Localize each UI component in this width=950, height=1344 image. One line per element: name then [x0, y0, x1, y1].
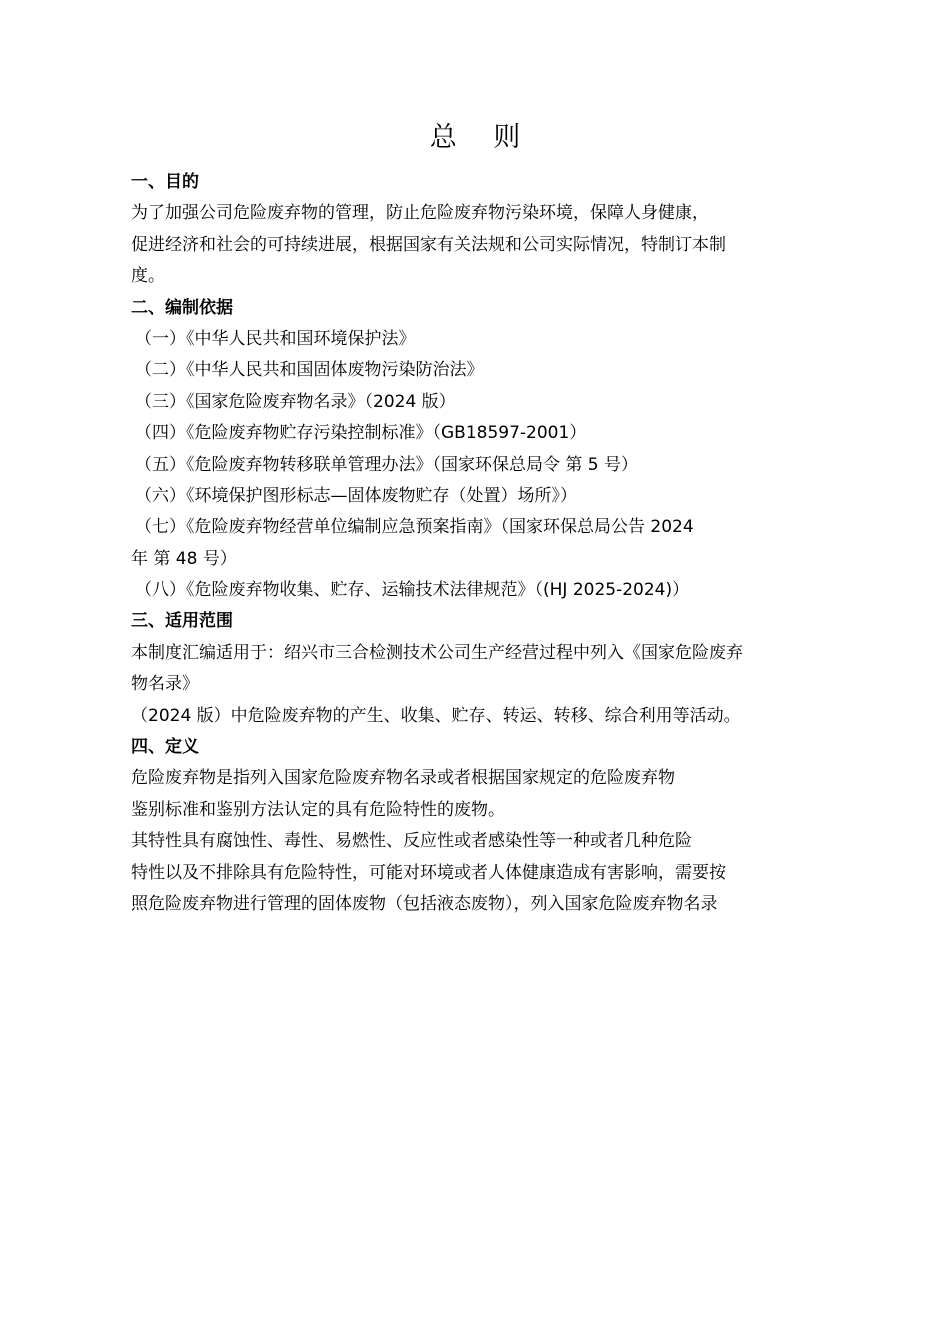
section-heading-purpose: 一、目的	[131, 172, 199, 192]
basis-item: （七）《危险废弃物经营单位编制应急预案指南》（国家环保总局公告 2024	[135, 517, 694, 538]
section-heading-scope: 三、适用范围	[131, 611, 233, 632]
paragraph-line: 度。	[131, 266, 165, 287]
section-heading-definition: 四、定义	[131, 737, 199, 758]
paragraph-line: 本制度汇编适用于：绍兴市三合检测技术公司生产经营过程中列入《国家危险废弃	[131, 642, 743, 663]
paragraph-line: 物名录》	[131, 674, 199, 695]
basis-item: （二）《中华人民共和国固体废物污染防治法》	[135, 360, 484, 381]
document-body	[131, 167, 831, 920]
section-heading-basis: 二、编制依据	[131, 297, 233, 318]
basis-item-continuation: 年 第 48 号）	[131, 548, 237, 569]
paragraph-line: 其特性具有腐蚀性、毒性、易燃性、反应性或者感染性等一种或者几种危险	[131, 831, 692, 852]
paragraph-line: 照危险废弃物进行管理的固体废物（包括液态废物），列入国家危险废弃物名录	[131, 893, 718, 914]
basis-item: （五）《危险废弃物转移联单管理办法》（国家环保总局令 第 5 号）	[135, 454, 639, 475]
paragraph-line: （2024 版）中危险废弃物的产生、收集、贮存、转运、转移、综合利用等活动。	[131, 705, 741, 726]
basis-item: （六）《环境保护图形标志—固体废物贮存（处置）场所》）	[135, 485, 577, 506]
paragraph-line: 鉴别标准和鉴别方法认定的具有危险特性的废物。	[131, 799, 505, 820]
basis-item: （一）《中华人民共和国环境保护法》	[135, 328, 416, 349]
basis-item: （三）《国家危险废弃物名录》（2024 版）	[135, 391, 456, 412]
paragraph-line: 为了加强公司危险废弃物的管理，防止危险废弃物污染环境，保障人身健康，	[131, 203, 709, 224]
basis-item: （八）《危险废弃物收集、贮存、运输技术法律规范》（(HJ 2025-2024)）	[135, 580, 690, 601]
basis-item: （四）《危险废弃物贮存污染控制标准》（GB18597-2001）	[135, 423, 587, 444]
paragraph-line: 特性以及不排除具有危险特性，可能对环境或者人体健康造成有害影响，需要按	[131, 862, 726, 883]
page-title: 总 则	[429, 122, 535, 153]
paragraph-line: 危险废弃物是指列入国家危险废弃物名录或者根据国家规定的危险废弃物	[131, 768, 675, 789]
paragraph-line: 促进经济和社会的可持续进展，根据国家有关法规和公司实际情况，特制订本制	[131, 234, 726, 255]
